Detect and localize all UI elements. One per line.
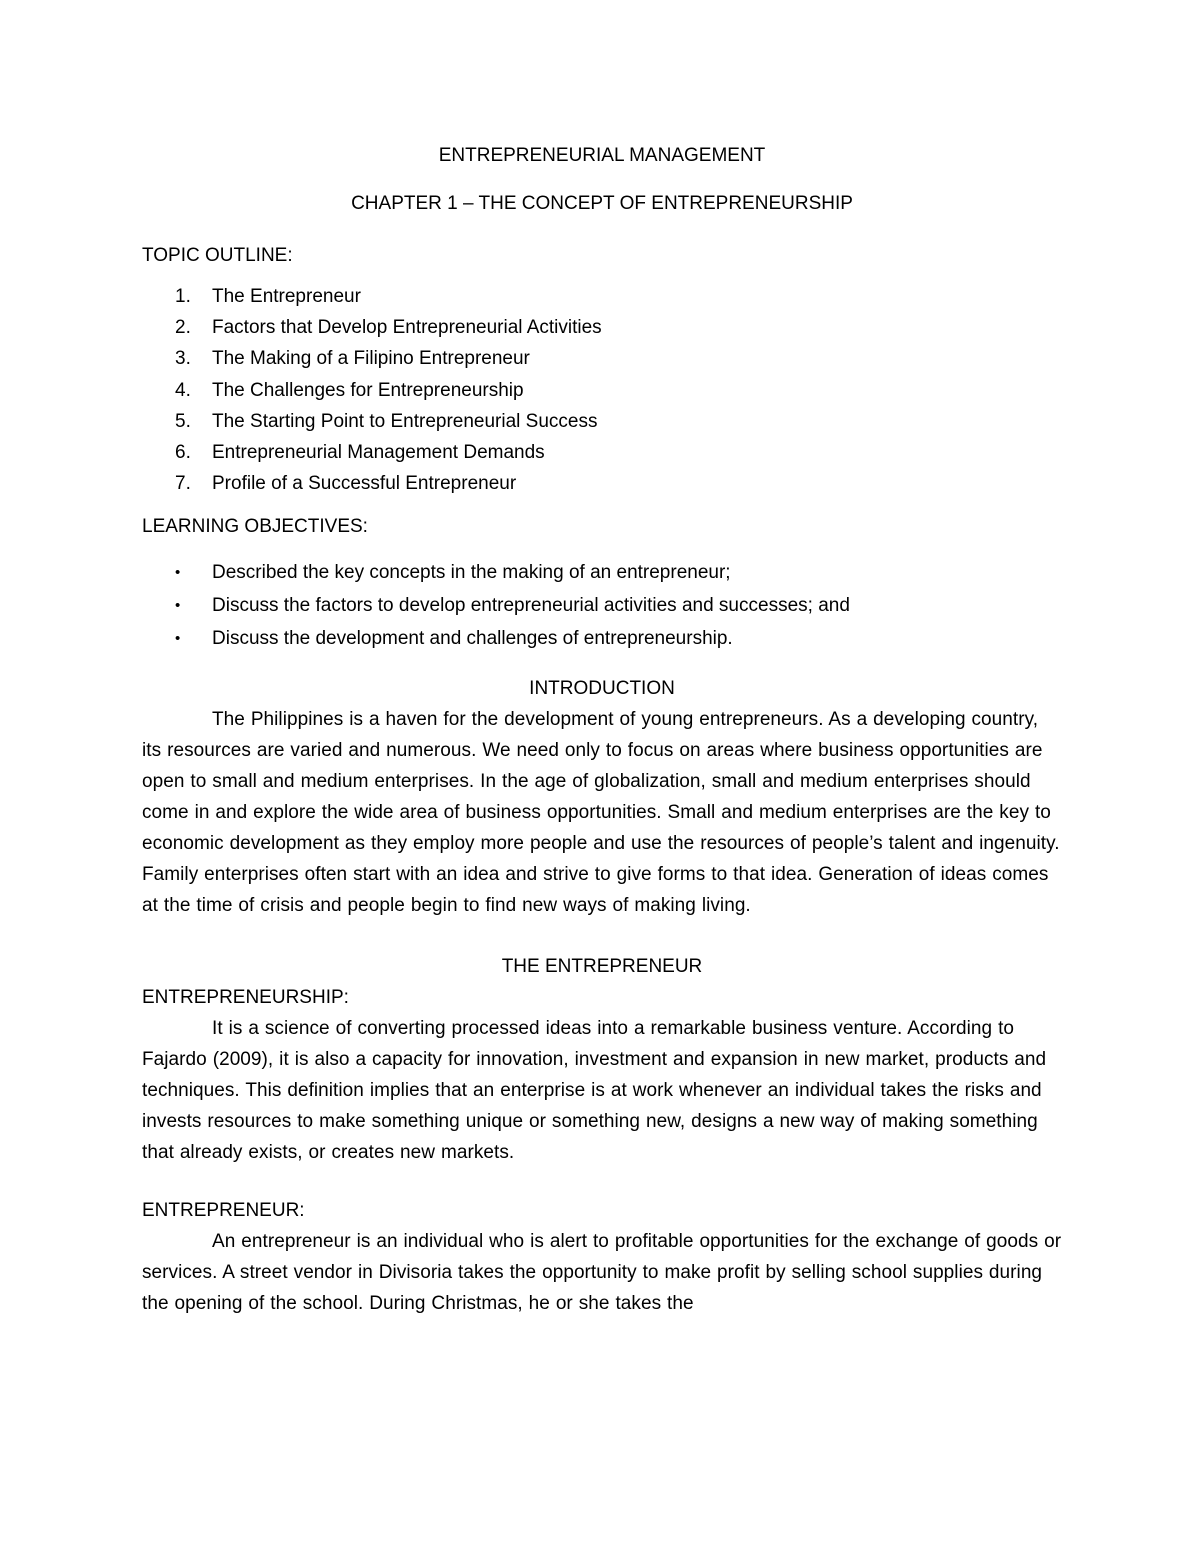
list-item xyxy=(142,437,1062,468)
list-item xyxy=(142,468,1062,499)
introduction-heading: INTRODUCTION xyxy=(529,678,675,700)
list-item-text: Described the key concepts in the making of an entrepreneur; xyxy=(212,562,731,584)
list-item-text: Profile of a Successful Entrepreneur xyxy=(212,473,517,495)
list-item-text: The Challenges for Entrepreneurship xyxy=(212,379,524,401)
list-item-text: The Making of a Filipino Entrepreneur xyxy=(212,348,530,370)
topic-outline-label: TOPIC OUTLINE: xyxy=(142,245,293,266)
document-title: ENTREPRENEURIAL MANAGEMENT xyxy=(438,145,766,166)
list-item-text: Factors that Develop Entrepreneurial Activities xyxy=(212,317,602,339)
list-item-text: The Starting Point to Entrepreneurial Success xyxy=(212,410,598,432)
list-item-text: Entrepreneurial Management Demands xyxy=(212,442,545,464)
list-item xyxy=(142,556,1062,589)
list-item-text: Discuss the development and challenges of entrepreneurship. xyxy=(212,628,733,650)
learning-objectives-list xyxy=(142,556,1062,655)
list-item xyxy=(142,375,1062,406)
bullet-icon: • xyxy=(175,630,181,648)
list-number: 6. xyxy=(175,442,191,464)
list-item xyxy=(142,281,1062,312)
document-page xyxy=(142,140,1062,1319)
list-item xyxy=(142,312,1062,343)
bullet-icon: • xyxy=(175,597,181,615)
entrepreneurship-label: ENTREPRENEURSHIP: xyxy=(142,987,349,1009)
entrepreneur-paragraph: An entrepreneur is an individual who is alert to profitable opportunities for the exchange of goods or services. A street vendor in Divisoria takes the opportunity to make profit by selling school supplies during the opening of the school. During Christmas, he or she takes the xyxy=(142,1231,1062,1315)
entrepreneur-heading: THE ENTREPRENEUR xyxy=(501,956,703,978)
list-number: 7. xyxy=(175,473,191,495)
introduction-paragraph: The Philippines is a haven for the development of young entrepreneurs. As a developing country, its resources are varied and numerous. We need only to focus on areas where business opportunities are open to small and medium enterprises. In the age of globalization, small and medium enterprises should come in and explore the wide area of business opportunities. Small and medium enterprises are the key to economic development as they employ more people and use the resources of people’s talent and ingenuity. Family enterprises often start with an idea and strive to give forms to that idea. Generation of ideas comes at the time of crisis and people begin to find new ways of making living. xyxy=(142,709,1060,917)
list-number: 3. xyxy=(175,348,191,370)
bullet-icon: • xyxy=(175,564,181,582)
entrepreneurship-paragraph: It is a science of converting processed ideas into a remarkable business venture. According to Fajardo (2009), it is also a capacity for innovation, investment and expansion in new market, products and techniques. This definition implies that an enterprise is at work whenever an individual takes the risks and invests resources to make something unique or something new, designs a new way of making something that already exists, or creates new markets. xyxy=(142,1018,1047,1164)
entrepreneur-label: ENTREPRENEUR: xyxy=(142,1200,305,1222)
list-item xyxy=(142,622,1062,655)
list-item xyxy=(142,589,1062,622)
list-number: 1. xyxy=(175,286,191,307)
list-item xyxy=(142,406,1062,437)
list-item-text: Discuss the factors to develop entrepreneurial activities and successes; and xyxy=(212,595,850,617)
learning-objectives-label: LEARNING OBJECTIVES: xyxy=(142,516,368,538)
list-number: 4. xyxy=(175,379,191,401)
list-item xyxy=(142,343,1062,374)
list-number: 2. xyxy=(175,317,191,339)
list-item-text: The Entrepreneur xyxy=(212,286,361,307)
chapter-title: CHAPTER 1 – THE CONCEPT OF ENTREPRENEURSHIP xyxy=(351,193,853,214)
list-number: 5. xyxy=(175,410,191,432)
topic-outline-list xyxy=(142,281,1062,499)
